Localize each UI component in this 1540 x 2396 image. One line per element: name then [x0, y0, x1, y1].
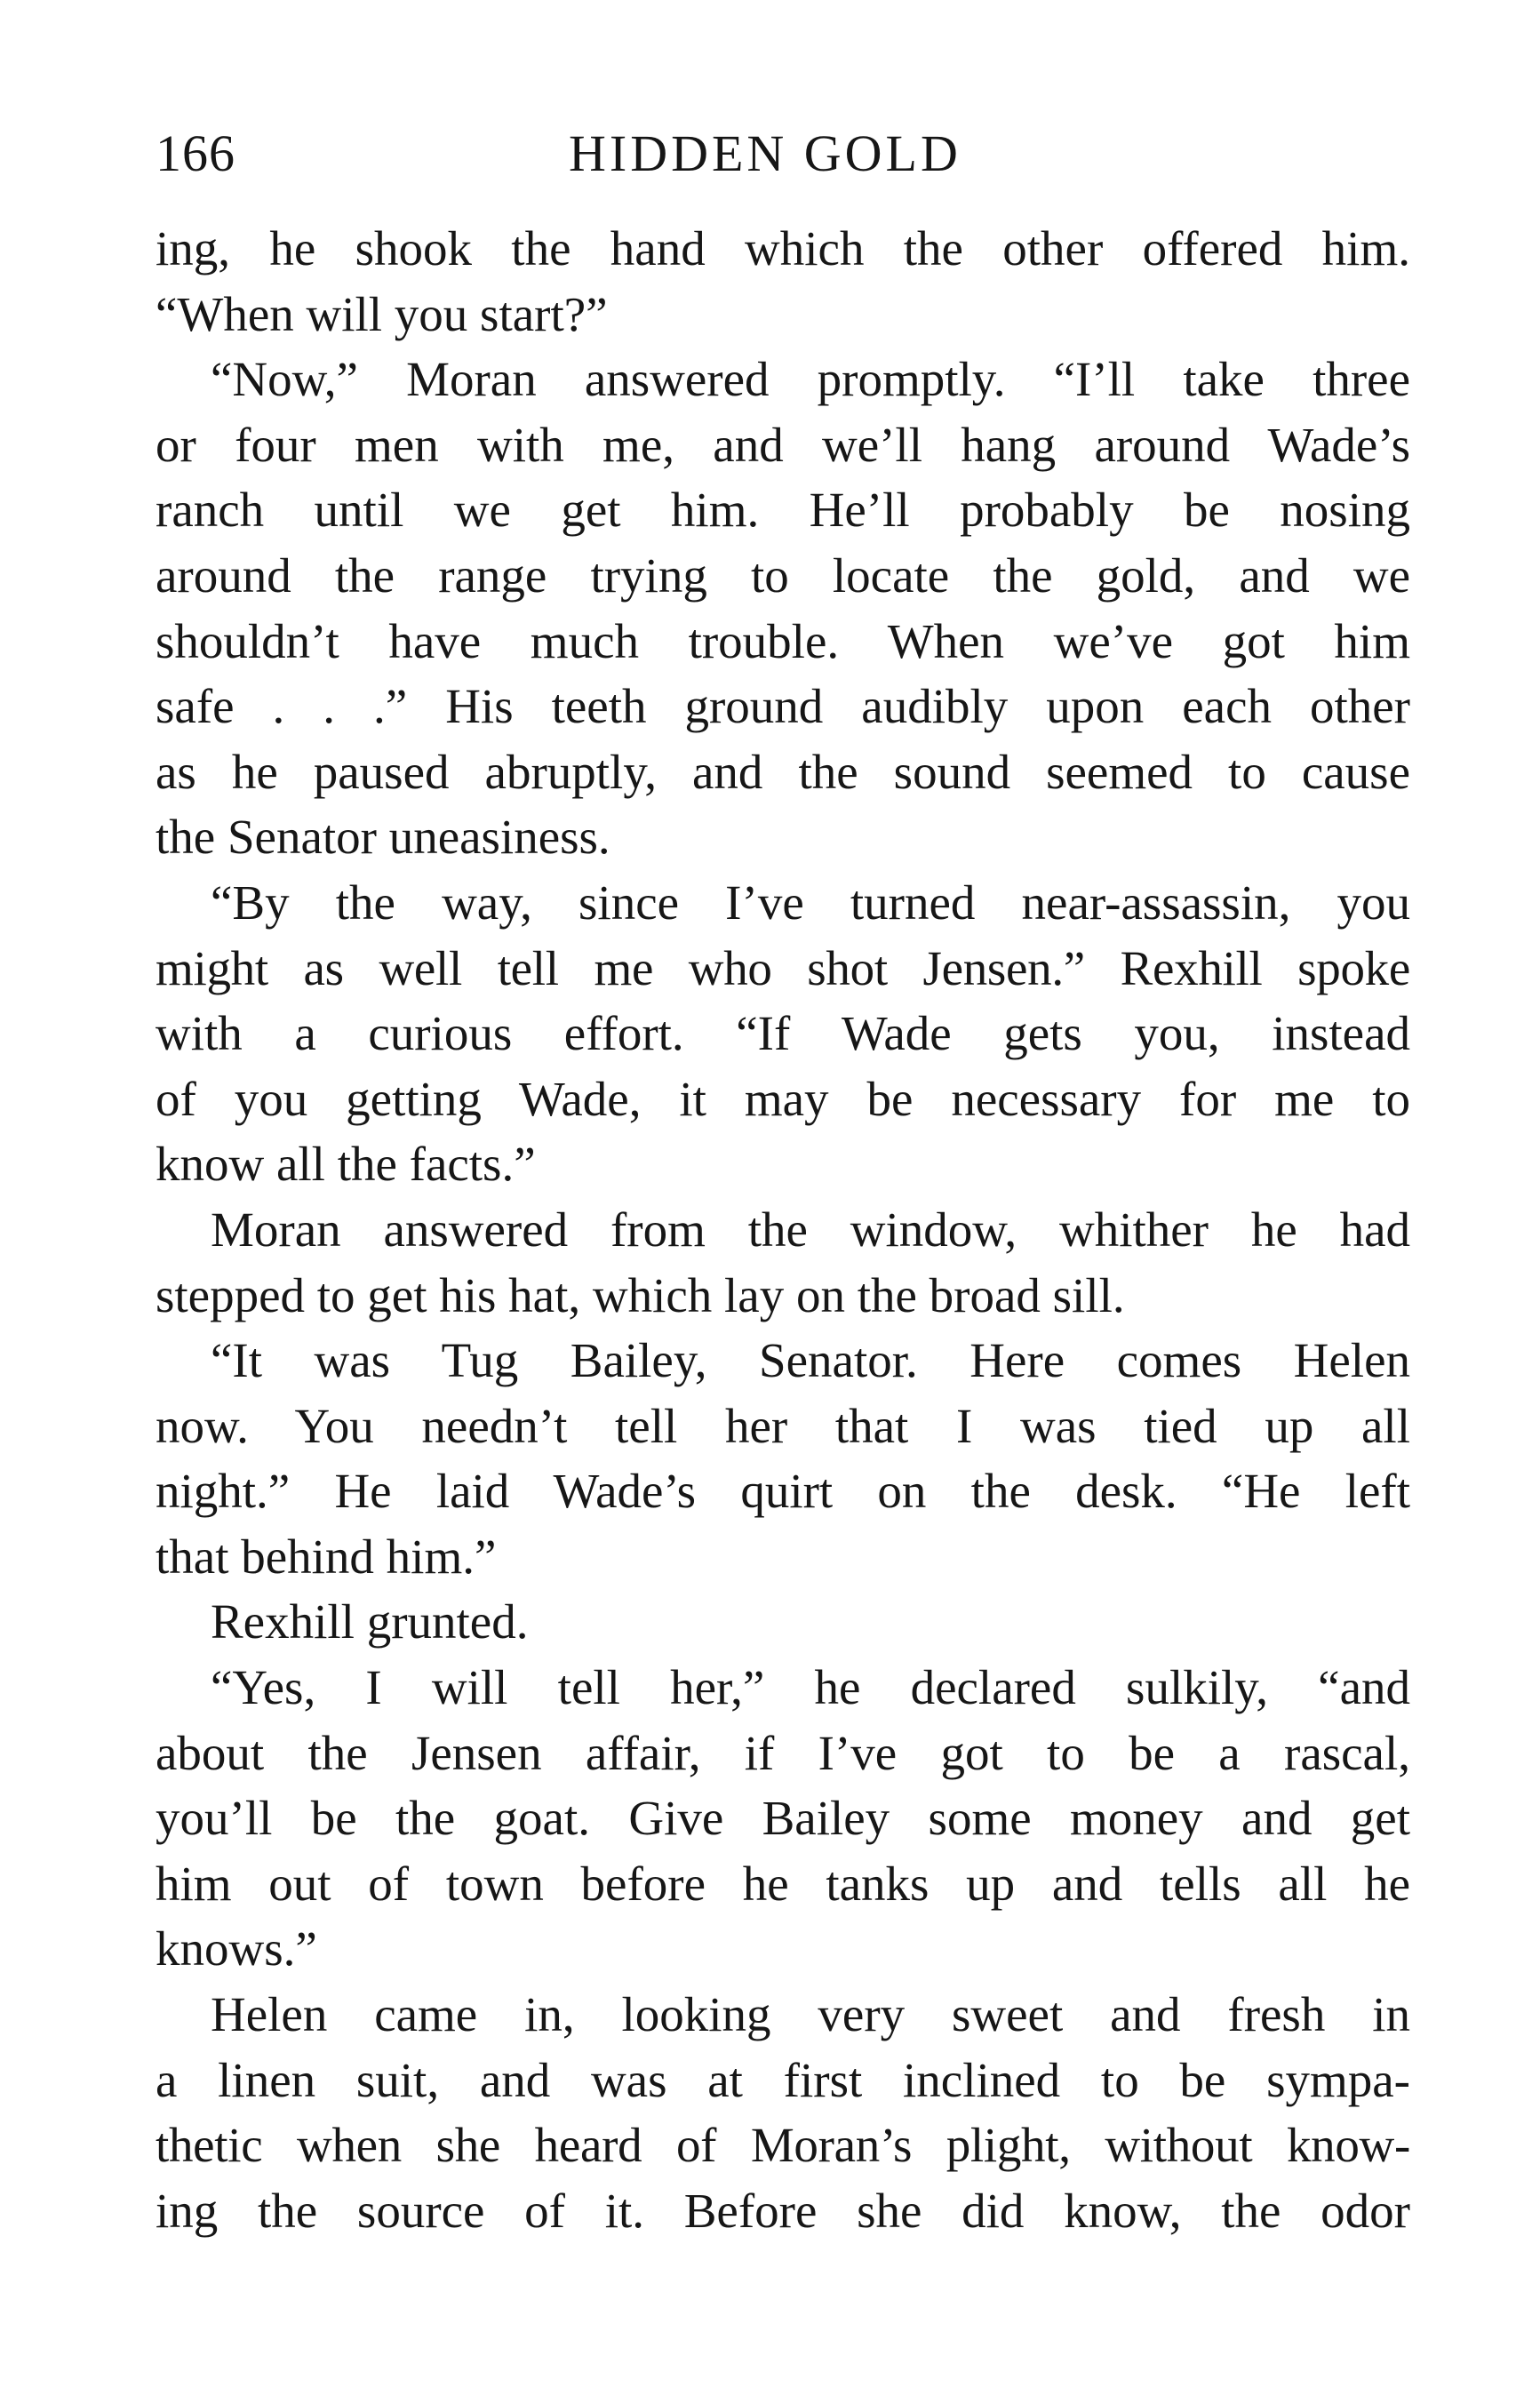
text-line: around the range trying to locate the gold, and we — [156, 547, 1410, 603]
body-text — [156, 216, 1410, 2243]
text-line: Rexhill grunted. — [211, 1594, 529, 1649]
text-line: thetic when she heard of Moran’s plight, without know- — [156, 2118, 1410, 2173]
text-line: “Now,” Moran answered promptly. “I’ll take three — [211, 352, 1410, 407]
text-line: him out of town before he tanks up and tells all he — [156, 1856, 1410, 1911]
text-line: ing, he shook the hand which the other offered him. — [156, 221, 1410, 276]
text-line: you’ll be the goat. Give Bailey some money and get — [156, 1791, 1410, 1846]
text-line: with a curious effort. “If Wade gets you, instead — [156, 1006, 1410, 1061]
text-line: might as well tell me who shot Jensen.” Rexhill spoke — [156, 940, 1410, 995]
text-line: or four men with me, and we’ll hang around Wade’s — [156, 417, 1410, 472]
text-line: about the Jensen affair, if I’ve got to be a rascal, — [156, 1725, 1410, 1780]
text-line: safe . . .” His teeth ground audibly upon each other — [156, 679, 1410, 734]
text-line: knows.” — [156, 1921, 317, 1977]
text-line: “By the way, since I’ve turned near-assassin, you — [211, 875, 1410, 930]
text-line: of you getting Wade, it may be necessary for me to — [156, 1071, 1410, 1126]
text-line: ing the source of it. Before she did know, the odor — [156, 2183, 1410, 2238]
text-line: know all the facts.” — [156, 1137, 536, 1192]
running-title: HIDDEN GOLD — [569, 124, 962, 182]
page-number: 166 — [156, 124, 235, 182]
text-line: “It was Tug Bailey, Senator. Here comes Helen — [211, 1333, 1410, 1388]
text-line: that behind him.” — [156, 1529, 497, 1584]
running-head — [156, 123, 1408, 185]
text-line: shouldn’t have much trouble. When we’ve got him — [156, 613, 1410, 668]
text-line: “Yes, I will tell her,” he declared sulkily, “and — [211, 1660, 1410, 1715]
text-line: ranch until we get him. He’ll probably be nosing — [156, 483, 1410, 538]
text-line: the Senator uneasiness. — [156, 810, 610, 865]
text-line: as he paused abruptly, and the sound seemed to cause — [156, 744, 1410, 799]
text-line: “When will you start?” — [156, 286, 608, 341]
text-line: Moran answered from the window, whither he had — [211, 1202, 1410, 1257]
text-line: stepped to get his hat, which lay on the broad sill. — [156, 1267, 1125, 1322]
text-line: night.” He laid Wade’s quirt on the desk. “He left — [156, 1464, 1410, 1519]
text-line: Helen came in, looking very sweet and fresh in — [211, 1987, 1410, 2042]
text-line: now. You needn’t tell her that I was tied up all — [156, 1398, 1410, 1453]
text-line: a linen suit, and was at first inclined to be sympa- — [156, 2052, 1410, 2107]
